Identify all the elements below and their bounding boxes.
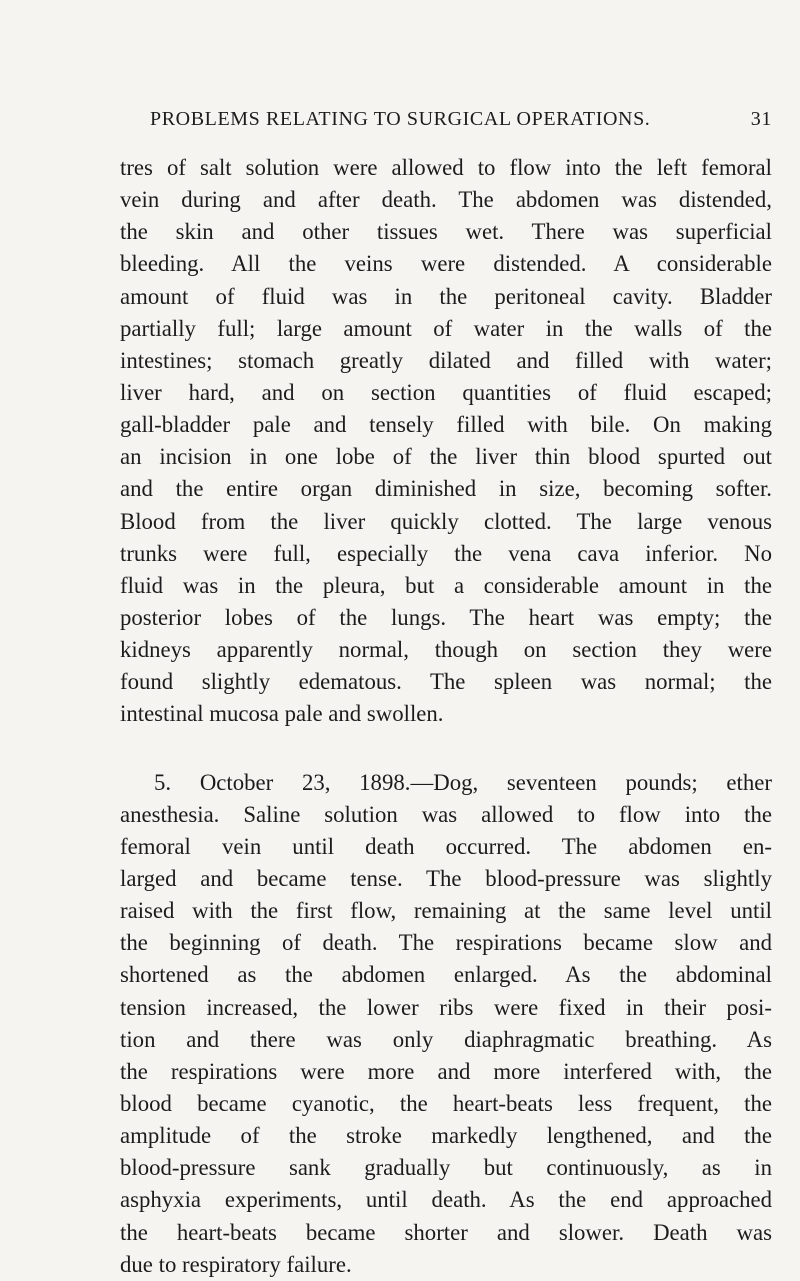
text-line: the beginning of death. The respirations became slow and [120,930,772,956]
text-line: anesthesia. Saline solution was allowed to flow into the [120,801,772,827]
text-line: found slightly edematous. The spleen was normal; the [120,669,772,695]
paragraph-continuation [120,152,772,731]
text-line: vein during and after death. The abdomen was distended, [120,187,772,213]
running-head-title: PROBLEMS RELATING TO SURGICAL OPERATIONS. [150,108,651,130]
text-line: blood became cyanotic, the heart-beats less frequent, the [120,1090,772,1116]
text-line: intestines; stomach greatly dilated and filled with water; [120,347,772,373]
text-line: partially full; large amount of water in the walls of the [120,315,772,341]
text-line: larged and became tense. The blood-pressure was slightly [120,865,772,891]
text-line: kidneys apparently normal, though on section they were [120,637,772,663]
text-line: raised with the first flow, remaining at the same level until [120,898,772,924]
text-line: amount of fluid was in the peritoneal cavity. Bladder [120,283,772,309]
text-line: an incision in one lobe of the liver thin blood spurted out [120,444,772,470]
text-line: tion and there was only diaphragmatic breathing. As [120,1026,772,1052]
text-line: liver hard, and on section quantities of fluid escaped; [120,379,772,405]
text-line: posterior lobes of the lungs. The heart was empty; the [120,604,772,630]
running-head [150,108,772,138]
text-line: 5. October 23, 1898.—Dog, seventeen pounds; ether [154,769,772,795]
page-number: 31 [750,108,772,130]
text-line: the respirations were more and more interfered with, the [120,1058,772,1084]
text-line: due to respiratory failure. [120,1251,352,1277]
text-line: trunks were full, especially the vena cava inferior. No [120,540,772,566]
paragraph-experiment-5 [120,767,772,1281]
text-line: Blood from the liver quickly clotted. The large venous [120,508,772,534]
text-line: the heart-beats became shorter and slower. Death was [120,1219,772,1245]
text-line: fluid was in the pleura, but a considerable amount in the [120,572,772,598]
text-line: blood-pressure sank gradually but continuously, as in [120,1155,772,1181]
text-line: and the entire organ diminished in size, becoming softer. [120,476,772,502]
text-line: the skin and other tissues wet. There was superficial [120,219,772,245]
text-line: femoral vein until death occurred. The abdomen en- [120,833,772,859]
text-line: intestinal mucosa pale and swollen. [120,701,444,727]
text-line: gall-bladder pale and tensely filled with bile. On making [120,412,772,438]
body-text [120,152,772,1281]
paragraph-gap [120,731,772,767]
text-line: bleeding. All the veins were distended. A considerable [120,251,772,277]
text-line: tension increased, the lower ribs were fixed in their posi- [120,994,772,1020]
text-line: shortened as the abdomen enlarged. As the abdominal [120,962,772,988]
text-line: tres of salt solution were allowed to flow into the left femoral [120,155,772,180]
text-line: asphyxia experiments, until death. As the end approached [120,1187,772,1213]
text-line: amplitude of the stroke markedly lengthened, and the [120,1123,772,1149]
